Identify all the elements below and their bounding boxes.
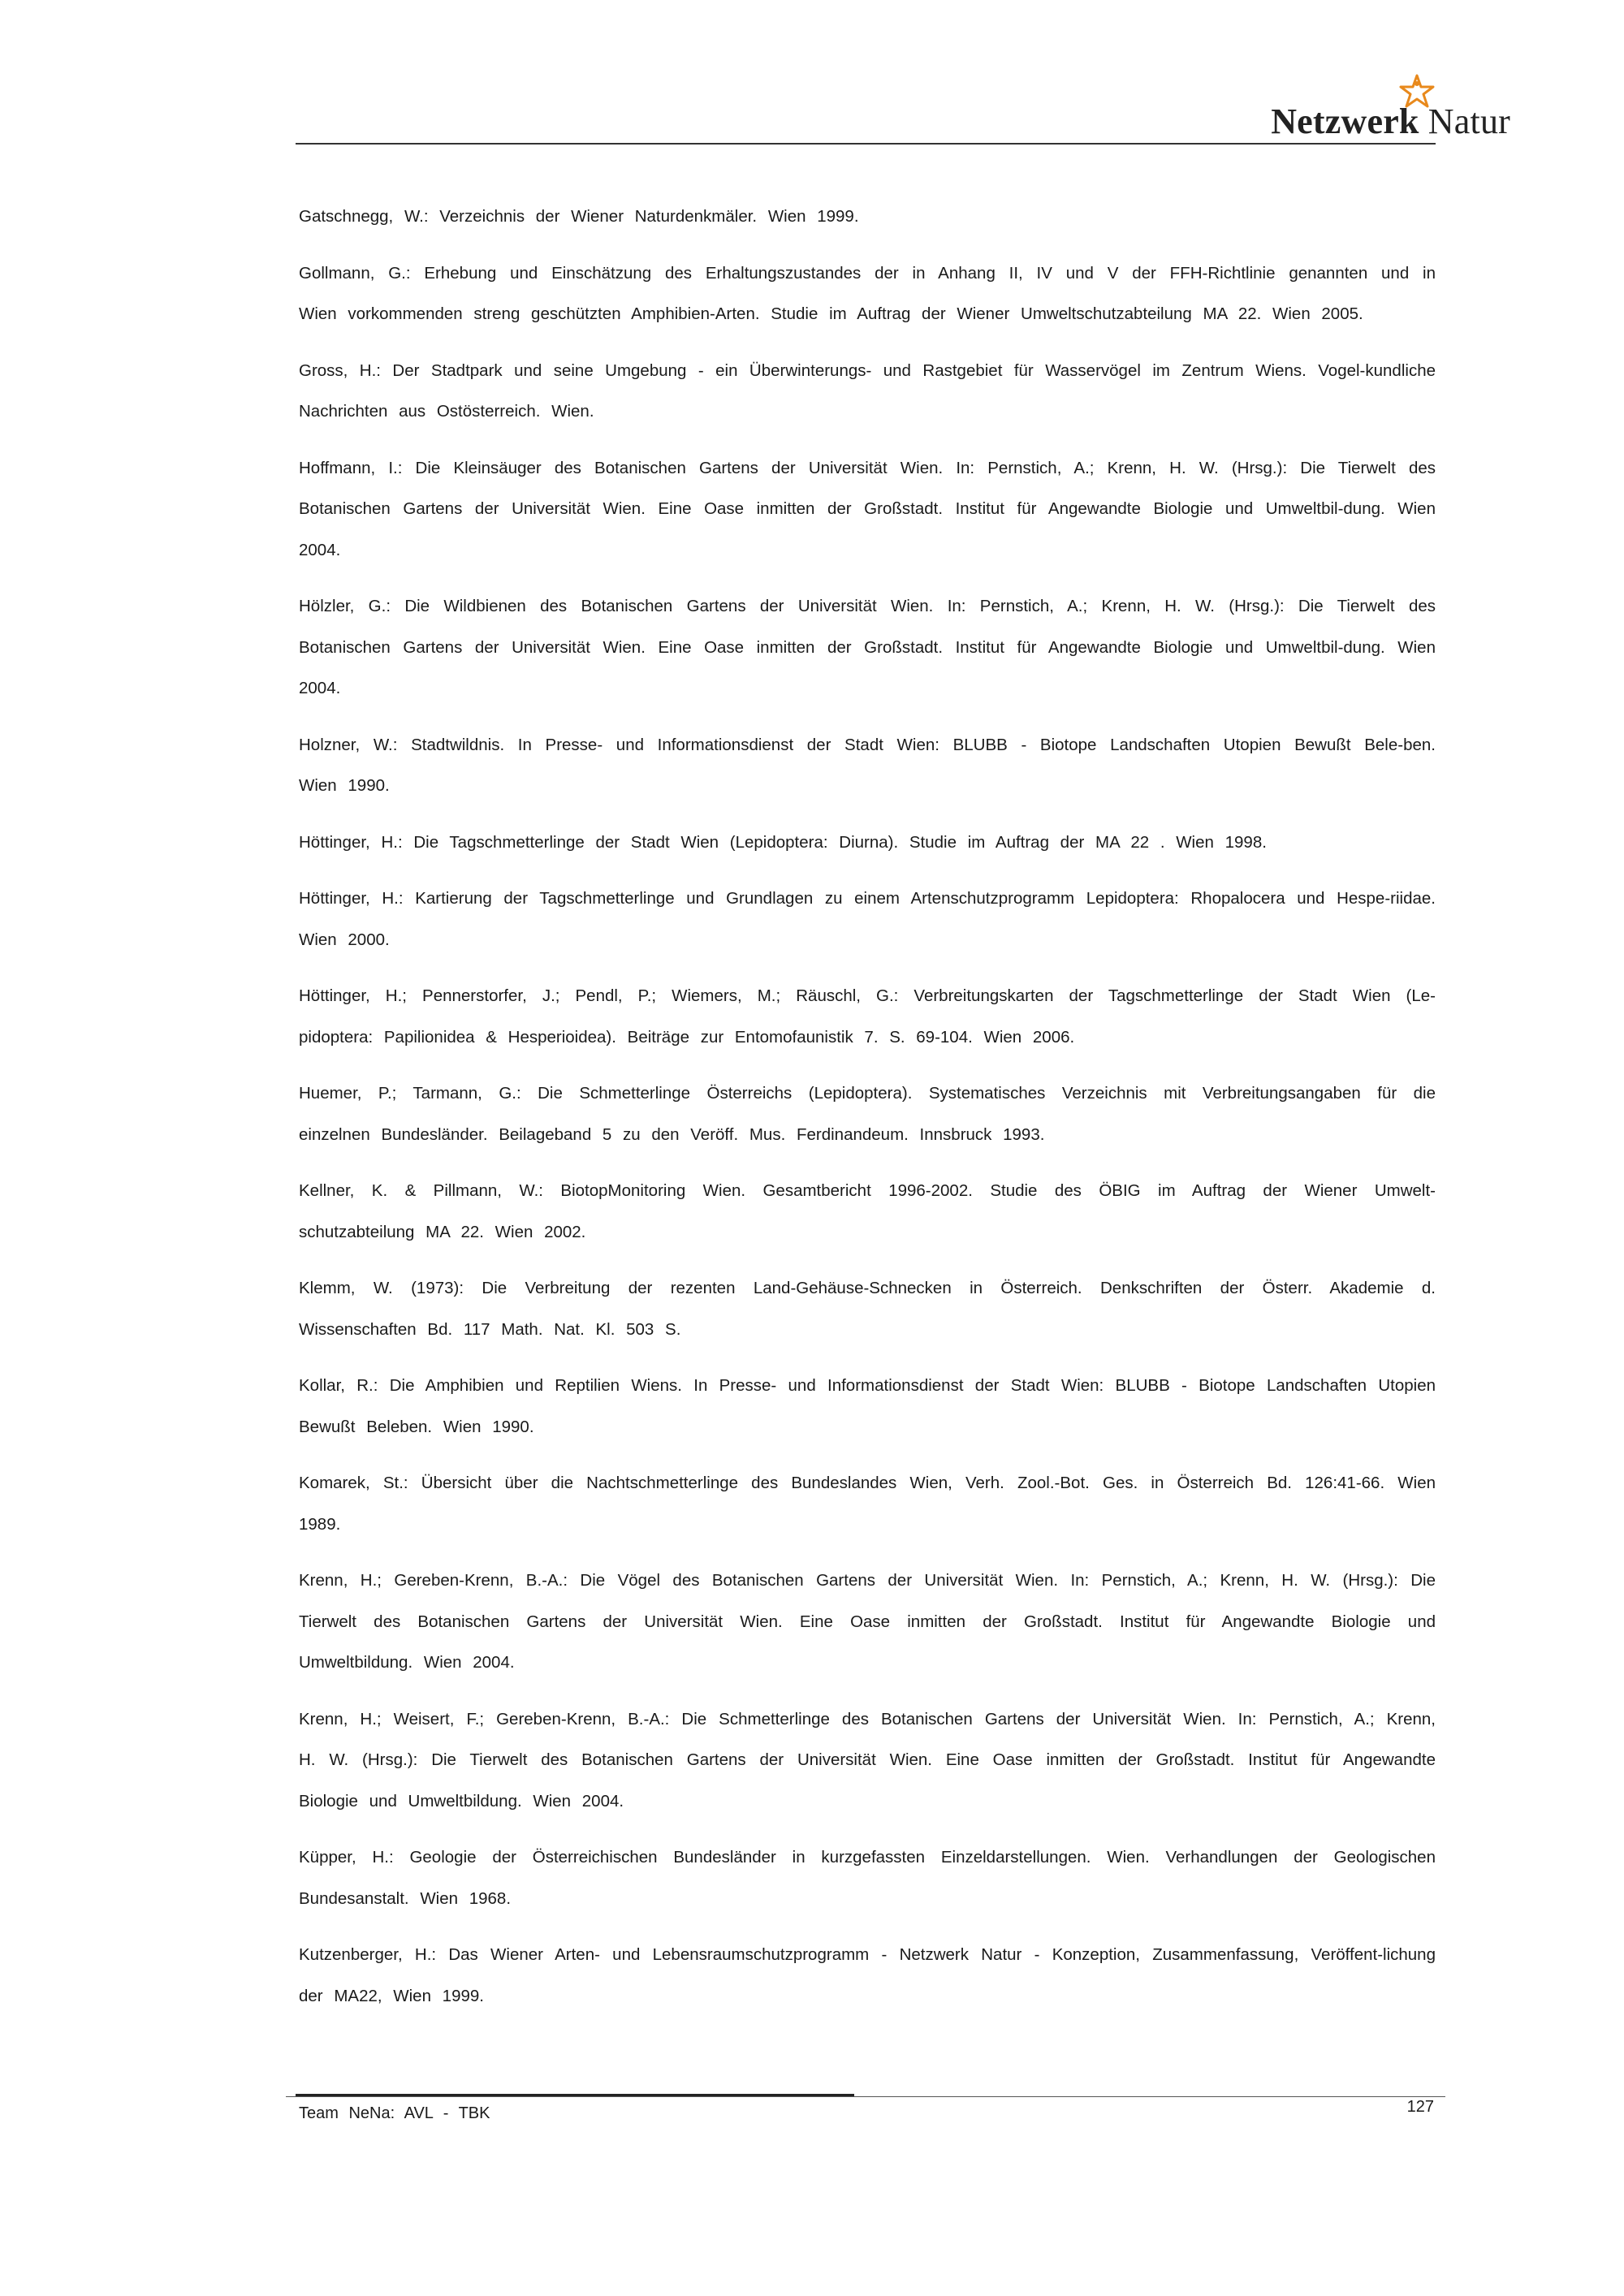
reference-entry: Kellner, K. & Pillmann, W.: BiotopMonitoring Wien. Gesamtbericht 1996-2002. Studie des ÖBIG im Auftrag der Wiener Umwelt-schutzabteilung MA 22. Wien 2002. [299,1181,1436,1241]
netzwerk-natur-logo [1250,73,1510,141]
reference-entry: Gross, H.: Der Stadtpark und seine Umgebung - ein Überwinterungs- und Rastgebiet für Wasservögel im Zentrum Wiens. Vogel-kundliche Nachrichten aus Ostösterreich. Wien. [299,360,1436,421]
header-divider [296,143,1436,145]
reference-entry: Hoffmann, I.: Die Kleinsäuger des Botanischen Gartens der Universität Wien. In: Pernstich, A.; Krenn, H. W. (Hrsg.): Die Tierwelt des Botanischen Gartens der Universität Wien. Eine Oase inmitten der Großstadt. Institut für Angewandte Biologie und Umweltbil-dung. Wien 2004. [299,458,1436,559]
reference-entry: Höttinger, H.; Pennerstorfer, J.; Pendl, P.; Wiemers, M.; Räuschl, G.: Verbreitungskarten der Tagschmetterlinge der Stadt Wien (Le-pidoptera: Papilionidea & Hesperioidea). Beiträge zur Entomofaunistik 7. S. 69-104. Wien 2006. [299,986,1436,1047]
reference-entry: Gollmann, G.: Erhebung und Einschätzung des Erhaltungszustandes der in Anhang II, IV und V der FFH-Richtlinie genannten und in Wien vorkommenden streng geschützten Amphibien-Arten. Studie im Auftrag der Wiener Umweltschutzabteilung MA 22. Wien 2005. [299,263,1436,323]
reference-list [299,196,1436,2032]
footer-divider [286,2096,1445,2097]
footer-divider-accent [296,2094,854,2096]
reference-entry: Komarek, St.: Übersicht über die Nachtschmetterlinge des Bundeslandes Wien, Verh. Zool.-Bot. Ges. in Österreich Bd. 126:41-66. Wien 1989. [299,1474,1436,1534]
reference-entry: Küpper, H.: Geologie der Österreichischen Bundesländer in kurzgefassten Einzeldarstellungen. Wien. Verhandlungen der Geologischen Bundesanstalt. Wien 1968. [299,1848,1436,1908]
reference-entry: Huemer, P.; Tarmann, G.: Die Schmetterlinge Österreichs (Lepidoptera). Systematisches Verzeichnis mit Verbreitungsangaben für die einzelnen Bundesländer. Beilageband 5 zu den Veröff. Mus. Ferdinandeum. Innsbruck 1993. [299,1084,1436,1144]
reference-entry: Kollar, R.: Die Amphibien und Reptilien Wiens. In Presse- und Informationsdienst der Stadt Wien: BLUBB - Biotope Landschaften Utopien Bewußt Beleben. Wien 1990. [299,1376,1436,1436]
reference-entry: Krenn, H.; Gereben-Krenn, B.-A.: Die Vögel des Botanischen Gartens der Universität Wien. In: Pernstich, A.; Krenn, H. W. (Hrsg.): Die Tierwelt des Botanischen Gartens der Universität Wien. Eine Oase inmitten der Großstadt. Institut für Angewandte Biologie und Umweltbildung. Wien 2004. [299,1571,1436,1672]
reference-entry: Kutzenberger, H.: Das Wiener Arten- und Lebensraumschutzprogramm - Netzwerk Natur - Konzeption, Zusammenfassung, Veröffent-lichung der MA22, Wien 1999. [299,1945,1436,2005]
logo-wordmark-bold: Netzwerk [1271,101,1419,141]
reference-entry: Höttinger, H.: Die Tagschmetterlinge der Stadt Wien (Lepidoptera: Diurna). Studie im Auftrag der MA 22 . Wien 1998. [299,832,1267,852]
reference-entry: Klemm, W. (1973): Die Verbreitung der rezenten Land-Gehäuse-Schnecken in Österreich. Denkschriften der Österr. Akademie d. Wissenschaften Bd. 117 Math. Nat. Kl. 503 S. [299,1279,1436,1339]
reference-entry: Hölzler, G.: Die Wildbienen des Botanischen Gartens der Universität Wien. In: Pernstich, A.; Krenn, H. W. (Hrsg.): Die Tierwelt des Botanischen Gartens der Universität Wien. Eine Oase inmitten der Großstadt. Institut für Angewandte Biologie und Umweltbil-dung. Wien 2004. [299,597,1436,697]
reference-entry: Höttinger, H.: Kartierung der Tagschmetterlinge und Grundlagen zu einem Artenschutzprogramm Lepidoptera: Rhopalocera und Hespe-riidae. Wien 2000. [299,889,1436,949]
footer-team-label: Team NeNa: AVL - TBK [299,2104,490,2122]
page-number: 127 [1406,2098,1434,2116]
logo-wordmark-regular: Natur [1419,101,1510,141]
reference-entry: Holzner, W.: Stadtwildnis. In Presse- und Informationsdienst der Stadt Wien: BLUBB - Biotope Landschaften Utopien Bewußt Bele-ben. Wien 1990. [299,735,1436,795]
reference-entry: Krenn, H.; Weisert, F.; Gereben-Krenn, B.-A.: Die Schmetterlinge des Botanischen Gartens der Universität Wien. In: Pernstich, A.; Krenn, H. W. (Hrsg.): Die Tierwelt des Botanischen Gartens der Universität Wien. Eine Oase inmitten der Großstadt. Institut für Angewandte Biologie und Umweltbildung. Wien 2004. [299,1709,1436,1810]
logo-wordmark [1271,101,1510,142]
reference-entry: Gatschnegg, W.: Verzeichnis der Wiener Naturdenkmäler. Wien 1999. [299,207,859,226]
